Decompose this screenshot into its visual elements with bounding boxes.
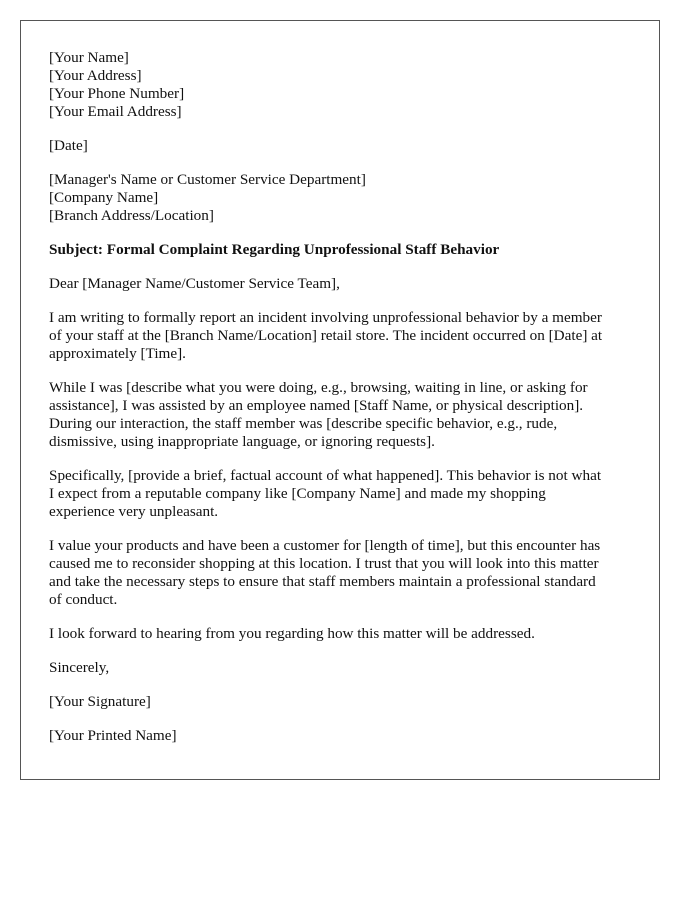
paragraph-line: I expect from a reputable company like [Company Name] and made my shopping	[49, 485, 546, 502]
body-paragraph-5	[49, 625, 639, 643]
paragraph-line: assistance], I was assisted by an employee named [Staff Name, or physical description].	[49, 397, 584, 414]
paragraph-line: of your staff at the [Branch Name/Location] retail store. The incident occurred on [Date] at	[49, 327, 603, 344]
paragraph-line: I look forward to hearing from you regarding how this matter will be addressed.	[49, 625, 535, 642]
paragraph-line: I am writing to formally report an incident involving unprofessional behavior by a member	[49, 309, 602, 326]
recipient-block	[49, 171, 639, 225]
sender-name: [Your Name]	[49, 49, 129, 66]
closing: Sincerely,	[49, 659, 110, 676]
paragraph-line: During our interaction, the staff member was [describe specific behavior, e.g., rude,	[49, 415, 558, 432]
paragraph-line: I value your products and have been a customer for [length of time], but this encounter has	[49, 537, 601, 554]
paragraph-line: of conduct.	[49, 591, 118, 608]
sender-block	[49, 49, 639, 121]
printed-name: [Your Printed Name]	[49, 727, 177, 744]
paragraph-line: Specifically, [provide a brief, factual account of what happened]. This behavior is not what	[49, 467, 602, 484]
paragraph-line: While I was [describe what you were doing, e.g., browsing, waiting in line, or asking for	[49, 379, 588, 396]
body-paragraph-2	[49, 379, 639, 451]
paragraph-line: approximately [Time].	[49, 345, 186, 362]
date-block	[49, 137, 639, 155]
body-paragraph-4	[49, 537, 639, 609]
letter-page	[20, 20, 660, 780]
sender-email: [Your Email Address]	[49, 103, 182, 120]
sender-address: [Your Address]	[49, 67, 142, 84]
paragraph-line: dismissive, using inappropriate language, or ignoring requests].	[49, 433, 435, 450]
recipient-line-3: [Branch Address/Location]	[49, 207, 214, 224]
paragraph-line: and take the necessary steps to ensure that staff members maintain a professional standard	[49, 573, 596, 590]
signature: [Your Signature]	[49, 693, 151, 710]
body-paragraph-3	[49, 467, 639, 521]
salutation: Dear [Manager Name/Customer Service Team],	[49, 275, 340, 292]
recipient-line-2: [Company Name]	[49, 189, 159, 206]
sender-phone: [Your Phone Number]	[49, 85, 185, 102]
subject-line: Subject: Formal Complaint Regarding Unprofessional Staff Behavior	[49, 241, 500, 258]
letter-date: [Date]	[49, 137, 88, 154]
paragraph-line: experience very unpleasant.	[49, 503, 219, 520]
letter-content	[49, 49, 639, 761]
body-paragraph-1	[49, 309, 639, 363]
paragraph-line: caused me to reconsider shopping at this location. I trust that you will look into this matter	[49, 555, 599, 572]
recipient-line-1: [Manager's Name or Customer Service Department]	[49, 171, 366, 188]
